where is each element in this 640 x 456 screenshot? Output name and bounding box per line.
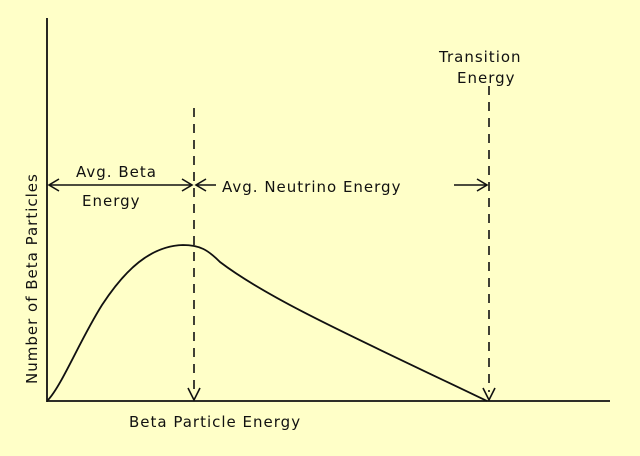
beta-spectrum-curve (48, 245, 487, 401)
avg-beta-label-line1: Avg. Beta (76, 163, 157, 181)
transition-label-line1: Transition (439, 48, 522, 66)
avg-beta-label-line2: Energy (82, 192, 141, 210)
x-axis-label: Beta Particle Energy (129, 413, 302, 431)
avg-beta-down-arrowhead (188, 388, 200, 400)
transition-label-line2: Energy (457, 69, 516, 87)
avg-neutrino-label: Avg. Neutrino Energy (222, 178, 402, 196)
y-axis-label: Number of Beta Particles (23, 173, 41, 384)
transition-down-arrowhead (483, 388, 495, 400)
